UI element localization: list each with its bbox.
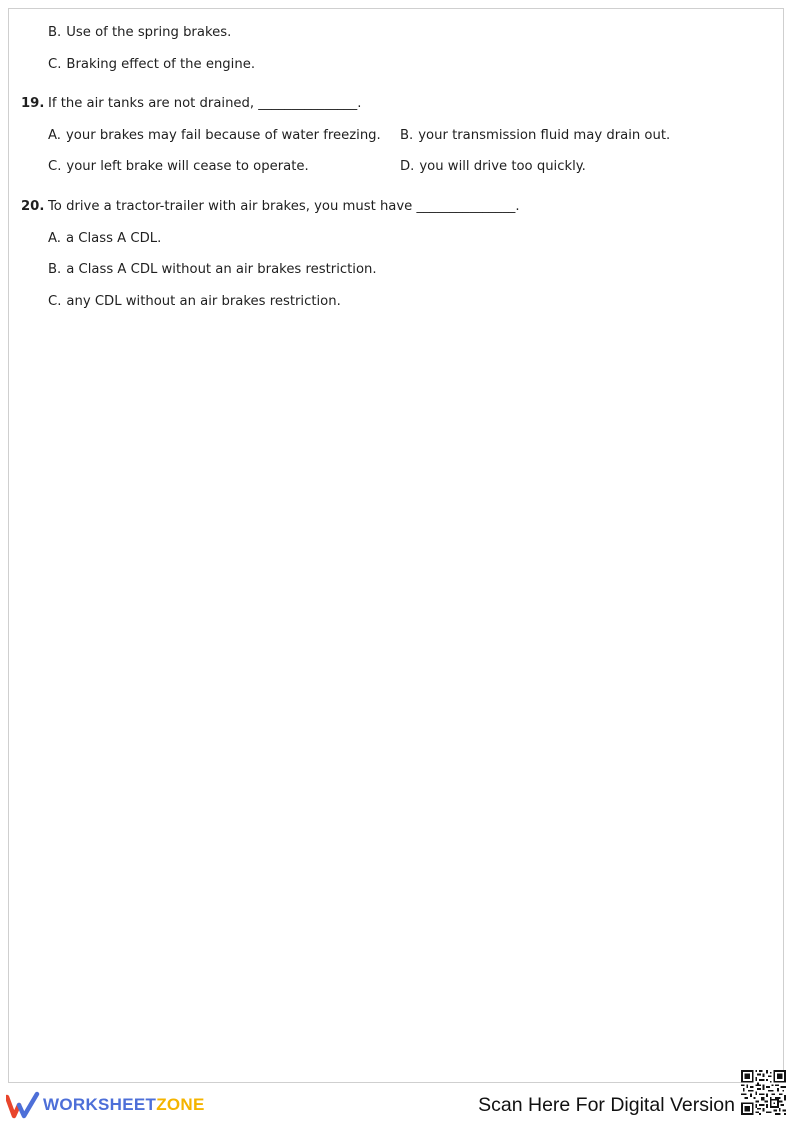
option-a [48,127,381,145]
scan-caption: Scan Here For Digital Version [478,1094,735,1116]
question-prompt: If the air tanks are not drained, _______________. [48,96,362,111]
logo-word-zone: ZONE [156,1095,205,1114]
option-b [48,261,377,279]
option-text: your transmission fluid may drain out. [418,128,671,143]
option-letter: B. [400,128,414,143]
worksheet-zone-logo [6,1091,205,1119]
option-text: a Class A CDL without an air brakes restriction. [66,262,377,277]
option-b [48,24,231,42]
question-number: 20. [21,199,45,214]
option-letter: A. [48,231,61,246]
option-letter: B. [48,262,62,277]
logo-w-icon [6,1091,40,1119]
option-text: Use of the spring brakes. [66,25,232,40]
option-text: your left brake will cease to operate. [66,159,309,174]
option-c [48,158,309,176]
question-prompt: To drive a tractor-trailer with air brakes, you must have _______________. [48,199,520,214]
option-a [48,230,161,248]
logo-wordmark [43,1091,205,1119]
option-letter: A. [48,128,61,143]
option-text: your brakes may fail because of water freezing. [65,128,381,143]
option-letter: C. [48,294,62,309]
option-letter: D. [400,159,415,174]
option-letter: C. [48,57,62,72]
option-letter: C. [48,159,62,174]
option-text: Braking effect of the engine. [66,57,256,72]
option-b [400,127,670,145]
option-text: any CDL without an air brakes restriction. [66,294,341,309]
question-number: 19. [21,96,45,111]
option-d [400,158,586,176]
option-text: you will drive too quickly. [419,159,586,174]
option-text: a Class A CDL. [65,231,162,246]
option-letter: B. [48,25,62,40]
option-c [48,293,341,311]
logo-word-worksheet: WORKSHEET [43,1095,157,1114]
qr-code-icon[interactable] [741,1070,786,1115]
option-c [48,56,255,74]
